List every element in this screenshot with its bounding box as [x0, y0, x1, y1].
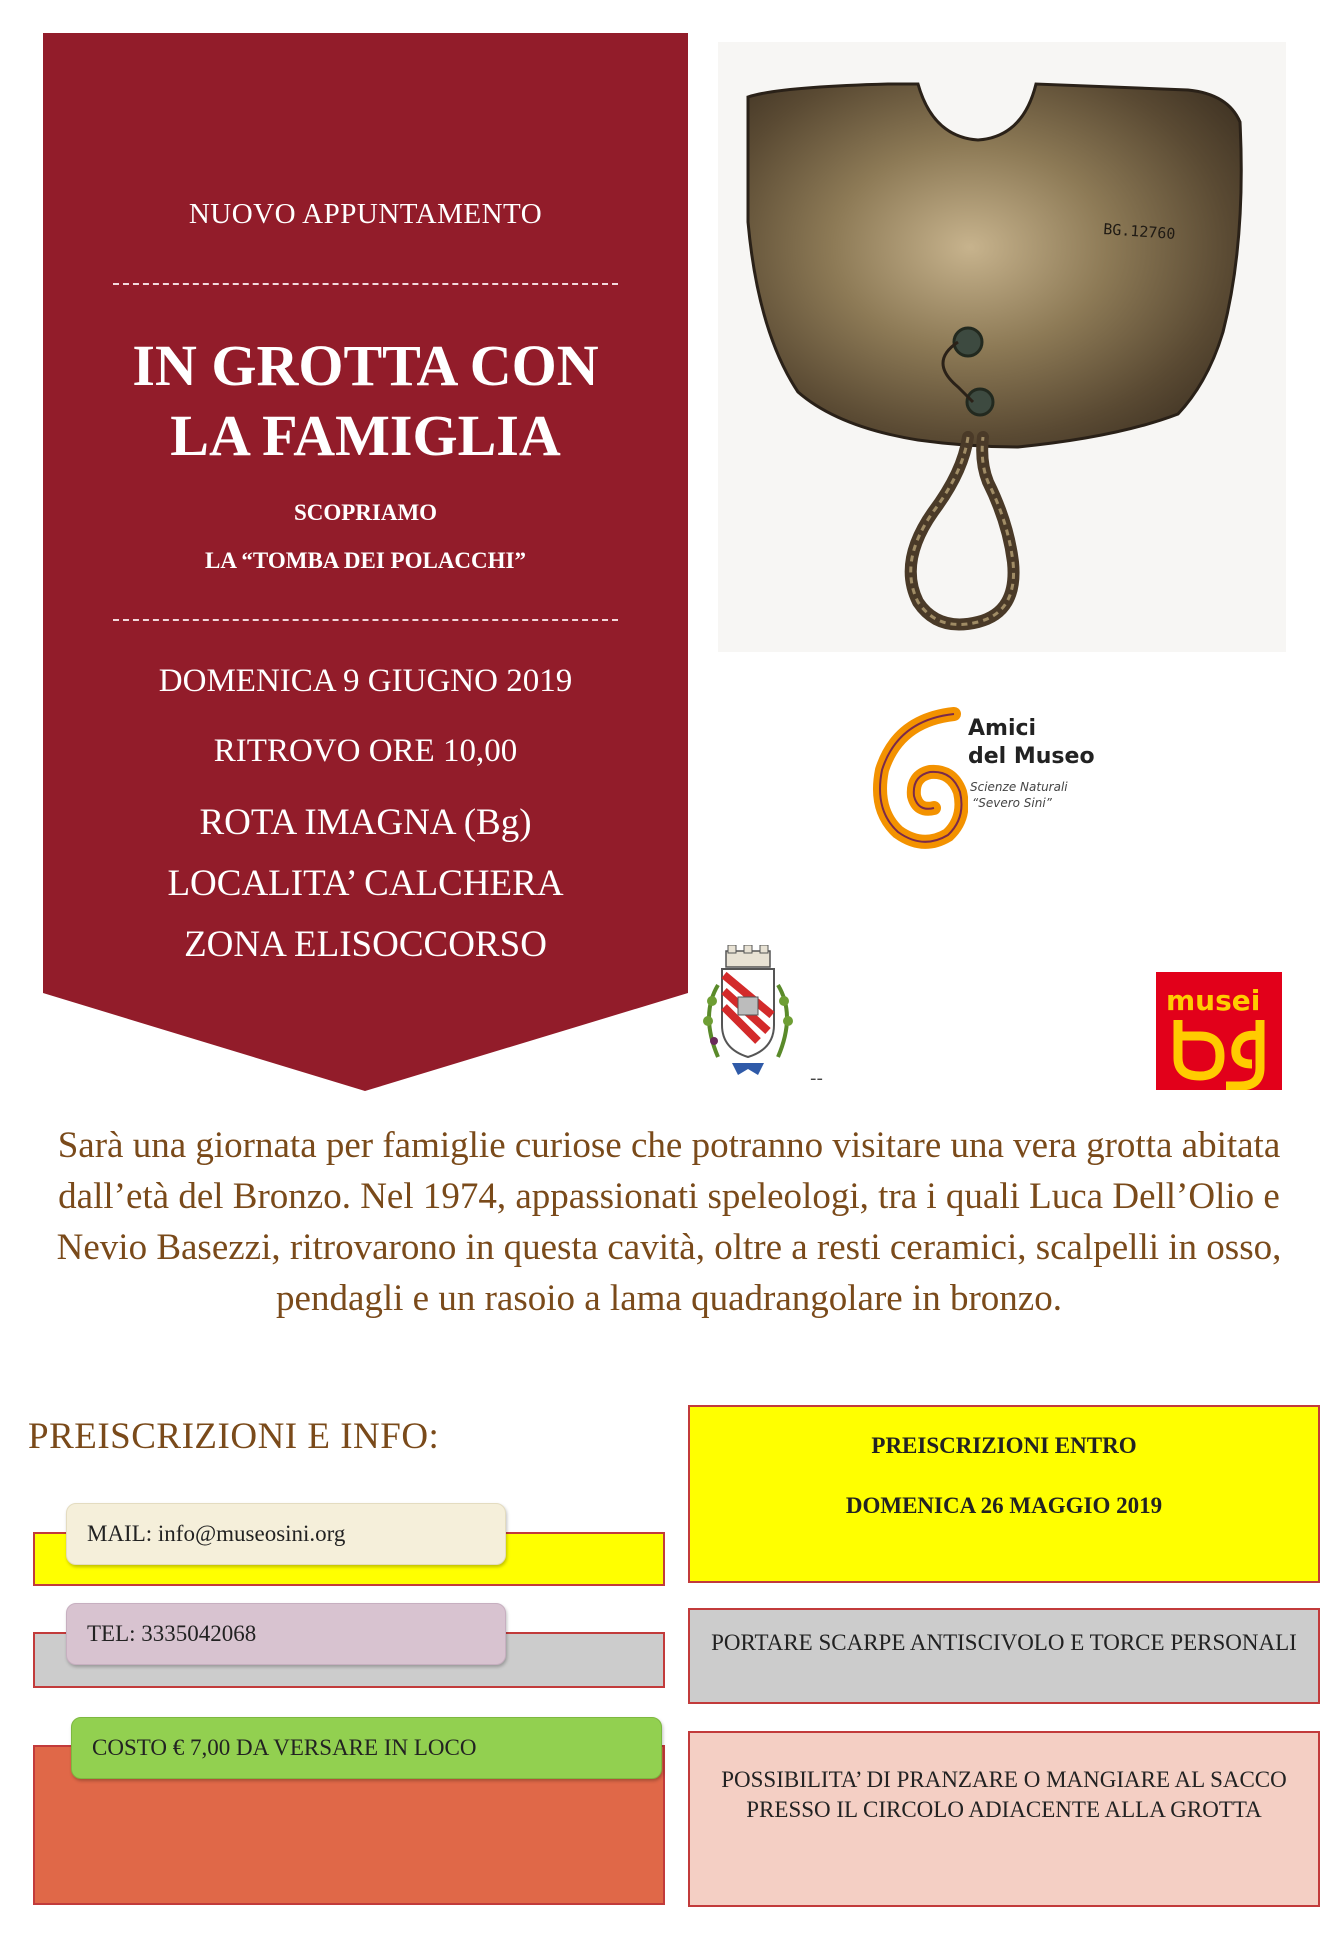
nautilus-shell-icon	[868, 700, 968, 860]
mail-contact[interactable]: MAIL: info@museosini.org	[66, 1503, 506, 1565]
cost-info: COSTO € 7,00 DA VERSARE IN LOCO	[71, 1717, 662, 1779]
shoes-note: PORTARE SCARPE ANTISCIVOLO E TORCE PERSONALI	[688, 1608, 1320, 1704]
event-kicker: NUOVO APPUNTAMENTO	[188, 198, 543, 230]
event-place-line3: ZONA ELISOCCORSO	[184, 924, 547, 965]
tel-contact[interactable]: TEL: 3335042068	[66, 1603, 506, 1665]
amici-logo-line1: Amici	[968, 716, 1037, 741]
municipal-crest-icon	[688, 945, 808, 1085]
musei-logo-text: musei	[1166, 984, 1261, 1017]
musei-bg-logo	[1156, 972, 1282, 1090]
lunch-note: POSSIBILITA’ DI PRANZARE O MANGIARE AL SACCO PRESSO IL CIRCOLO ADIACENTE ALLA GROTTA	[688, 1731, 1320, 1907]
event-subtitle-line1: SCOPRIAMO	[293, 500, 438, 525]
event-title-line1: IN GROTTA CON	[132, 333, 599, 398]
divider-top	[113, 283, 618, 285]
info-heading: PREISCRIZIONI E INFO:	[28, 1416, 440, 1457]
amici-logo-line2: del Museo	[968, 744, 1095, 769]
amici-logo-line3: Scienze Naturali	[970, 780, 1068, 794]
event-time: RITROVO ORE 10,00	[213, 733, 518, 769]
event-place-line1: ROTA IMAGNA (Bg)	[199, 802, 532, 843]
amici-logo-line4: “Severo Sini”	[972, 796, 1052, 810]
deadline-line1: PREISCRIZIONI ENTRO	[871, 1433, 1137, 1458]
divider-bottom	[113, 619, 618, 621]
amici-del-museo-logo	[868, 700, 1128, 860]
event-title-line2: LA FAMIGLIA	[170, 403, 561, 468]
event-banner	[43, 33, 688, 1091]
event-description: Sarà una giornata per famiglie curiose che potranno visitare una vera grotta abitata dall’età del Bronzo. Nel 1974, appassionati speleologi, tra i quali Luca Dell’Olio e Nevio Basezzi, ritrovarono in questa cavità, oltre a resti ceramici, scalpelli in osso, pendagli e un rasoio a lama quadrangolare in bronzo.	[56, 1125, 1282, 1319]
deadline-box	[688, 1405, 1320, 1583]
bronze-razor-image	[718, 42, 1286, 652]
deadline-line2: DOMENICA 26 MAGGIO 2019	[845, 1493, 1163, 1518]
crest-suffix: --	[810, 1068, 823, 1089]
event-date: DOMENICA 9 GIUGNO 2019	[158, 663, 573, 699]
event-subtitle-line2: LA “TOMBA DEI POLACCHI”	[205, 548, 526, 573]
artifact-label: BG.12760	[1102, 220, 1177, 244]
event-place-line2: LOCALITA’ CALCHERA	[167, 863, 564, 904]
